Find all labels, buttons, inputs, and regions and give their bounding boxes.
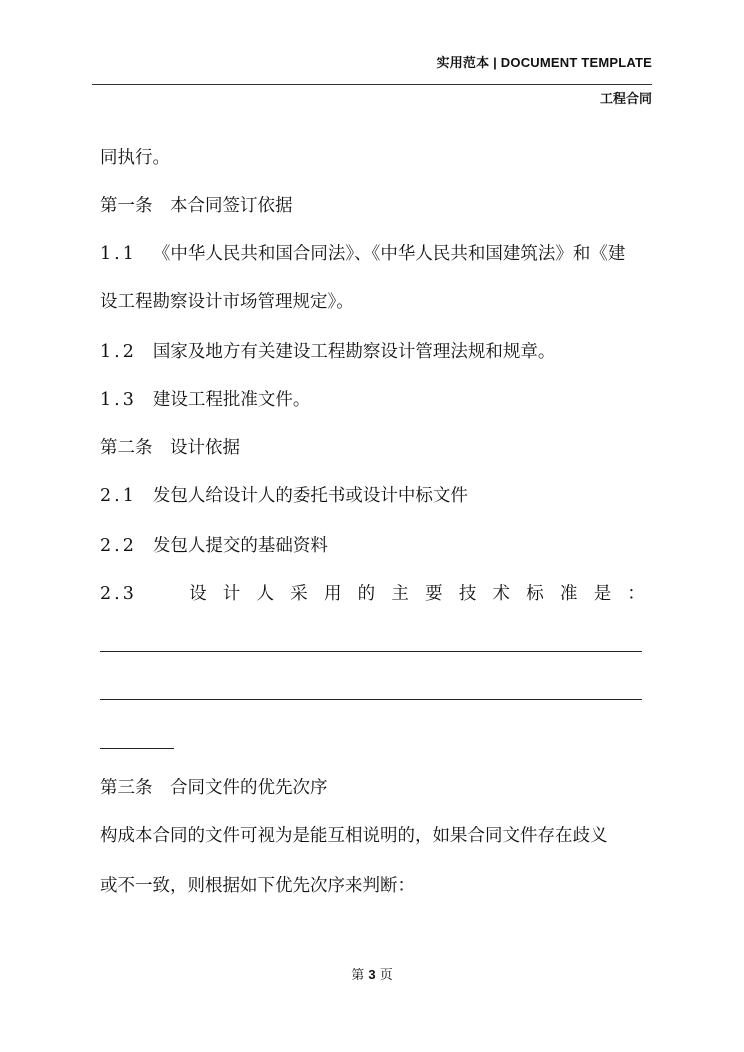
clause-text: 《中华人民共和国合同法》、《中华人民共和国建筑法》和《建 xyxy=(152,244,626,264)
blank-fill-line-2 xyxy=(100,699,642,700)
clause-text: 建设工程批准文件。 xyxy=(152,390,311,410)
article-3-heading: 第三条 合同文件的优先次序 xyxy=(100,778,328,798)
page-number: 3 xyxy=(368,967,376,982)
paragraph-priority-1: 构成本合同的文件可视为是能互相说明的，如果合同文件存在歧义 xyxy=(100,826,608,846)
spaced-char: 是 xyxy=(593,584,612,604)
clause-text: 国家及地方有关建设工程勘察设计管理法规和规章。 xyxy=(152,342,556,362)
spaced-char: 计 xyxy=(222,584,241,604)
clause-number: 1.1 xyxy=(100,244,137,264)
blank-fill-line-3 xyxy=(100,748,174,749)
clause-text: 发包人给设计人的委托书或设计中标文件 xyxy=(152,486,468,506)
spaced-char: 采 xyxy=(290,584,308,604)
clause-text: 发包人提交的基础资料 xyxy=(152,536,328,556)
paragraph-priority-2: 或不一致，则根据如下优先次序来判断： xyxy=(100,876,415,896)
blank-fill-line-1 xyxy=(100,651,642,652)
header-rule xyxy=(92,84,652,85)
clause-2-1 xyxy=(100,484,468,508)
spaced-char: 设 xyxy=(189,584,207,604)
spaced-char: ： xyxy=(627,584,645,604)
spaced-char: 准 xyxy=(559,584,578,604)
header-title: 实用范本 | DOCUMENT TEMPLATE xyxy=(436,55,652,70)
clause-number: 2.2 xyxy=(100,536,137,556)
clause-1-1 xyxy=(100,242,625,266)
spaced-char: 主 xyxy=(391,584,409,604)
clause-number: 1.3 xyxy=(100,390,137,410)
spaced-char: 技 xyxy=(458,584,477,604)
header-subtitle: 工程合同 xyxy=(599,91,652,106)
article-1-heading: 第一条 本合同签订依据 xyxy=(100,196,293,216)
clause-number: 1.2 xyxy=(100,342,137,362)
spaced-char: 的 xyxy=(357,584,376,604)
page-footer xyxy=(0,964,744,983)
paragraph-continuation: 同执行。 xyxy=(100,148,170,168)
spaced-char: 术 xyxy=(492,584,511,604)
clause-2-2 xyxy=(100,534,328,558)
page-prefix: 第 xyxy=(351,968,365,983)
clause-2-3 xyxy=(100,582,645,606)
clause-1-2 xyxy=(100,340,555,364)
clause-number: 2.3 xyxy=(100,584,137,604)
spaced-char: 人 xyxy=(256,584,274,604)
spaced-char: 标 xyxy=(526,584,544,604)
clause-number: 2.1 xyxy=(100,486,137,506)
spaced-char: 用 xyxy=(323,584,342,604)
spaced-char: 要 xyxy=(425,584,443,604)
page-suffix: 页 xyxy=(379,968,393,983)
clause-1-3 xyxy=(100,388,310,412)
clause-1-1-continued: 设工程勘察设计市场管理规定》。 xyxy=(100,292,354,312)
article-2-heading: 第二条 设计依据 xyxy=(100,438,240,458)
